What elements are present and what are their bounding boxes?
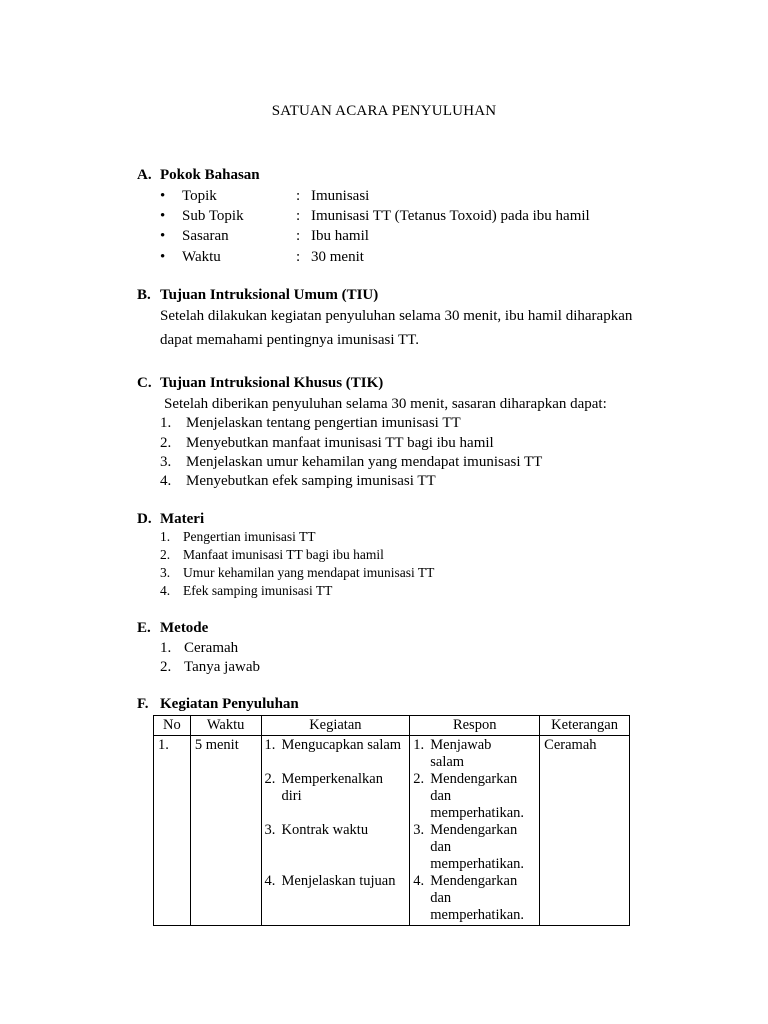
cell-no: 1. — [154, 736, 191, 926]
list-text: Menjelaskan tujuan — [281, 873, 396, 889]
colon: : — [296, 208, 301, 224]
section-f-title: Kegiatan Penyuluhan — [160, 696, 299, 712]
list-number: 4. — [160, 473, 172, 489]
topic-value: Imunisasi — [311, 188, 370, 204]
cell-waktu: 5 menit — [190, 736, 261, 926]
tik-intro: Setelah diberikan penyuluhan selama 30 menit, sasaran diharapkan dapat: — [164, 396, 607, 412]
list-text: Mendengarkan dan memperhatikan. — [430, 873, 525, 923]
section-f-heading — [137, 696, 299, 713]
kegiatan-list — [265, 737, 406, 890]
list-number: 3. — [160, 565, 171, 580]
tiu-line-1: Setelah dilakukan kegiatan penyuluhan selama 30 menit, ibu hamil diharapkan — [160, 308, 633, 324]
list-number: 1. — [160, 415, 172, 431]
list-text: Pengertian imunisasi TT — [183, 529, 316, 544]
target-key: Sasaran — [182, 228, 229, 244]
bullet-icon: • — [160, 228, 166, 244]
table-header-row — [154, 716, 630, 736]
list-text: Umur kehamilan yang mendapat imunisasi TT — [183, 565, 435, 580]
list-number: 2. — [413, 771, 425, 787]
list-text: Efek samping imunisasi TT — [183, 583, 333, 598]
list-text: Mengucapkan salam — [281, 737, 402, 753]
bullet-icon: • — [160, 208, 166, 224]
colon: : — [296, 188, 301, 204]
header-kegiatan: Kegiatan — [261, 716, 410, 736]
colon: : — [296, 228, 301, 244]
list-number: 4. — [413, 873, 425, 889]
cell-kegiatan — [261, 736, 410, 926]
list-text: Mendengarkan dan memperhatikan. — [430, 771, 525, 821]
cell-keterangan: Ceramah — [540, 736, 630, 926]
list-text: Menjawab salam — [430, 737, 492, 770]
list-number: 2. — [160, 547, 171, 562]
subtopic-key: Sub Topik — [182, 208, 244, 224]
list-number: 2. — [160, 435, 172, 451]
list-number: 3. — [160, 454, 172, 470]
header-keterangan: Keterangan — [540, 716, 630, 736]
section-c-heading — [137, 375, 383, 392]
list-number: 1. — [264, 737, 276, 753]
section-e-heading — [137, 620, 208, 637]
bullet-icon: • — [160, 188, 166, 204]
section-a-heading — [137, 167, 260, 184]
section-b-heading — [137, 287, 378, 304]
list-item — [265, 737, 406, 771]
list-item — [265, 771, 406, 822]
list-text: Tanya jawab — [184, 659, 260, 675]
header-waktu: Waktu — [190, 716, 261, 736]
list-text: Menjelaskan umur kehamilan yang mendapat imunisasi TT — [186, 454, 543, 470]
document-title: SATUAN ACARA PENYULUHAN — [271, 103, 497, 119]
list-text: Memperkenalkan diri — [281, 771, 383, 804]
section-f-letter: F. — [137, 696, 149, 712]
section-a-title: Pokok Bahasan — [160, 167, 260, 183]
colon: : — [296, 249, 301, 265]
time-key: Waktu — [182, 249, 221, 265]
respon-list — [413, 737, 535, 924]
list-item — [265, 822, 406, 873]
table-row — [154, 736, 630, 926]
list-item — [413, 873, 535, 924]
list-text: Kontrak waktu — [281, 822, 369, 838]
list-number: 2. — [264, 771, 276, 787]
section-c-letter: C. — [137, 375, 152, 391]
target-value: Ibu hamil — [311, 228, 369, 244]
subtopic-value: Imunisasi TT (Tetanus Toxoid) pada ibu hamil — [311, 208, 590, 224]
list-number: 4. — [160, 583, 171, 598]
list-text: Manfaat imunisasi TT bagi ibu hamil — [183, 547, 384, 562]
list-number: 1. — [413, 737, 425, 753]
list-item — [265, 873, 406, 890]
list-text: Menyebutkan efek samping imunisasi TT — [186, 473, 436, 489]
section-e-letter: E. — [137, 620, 151, 636]
list-text: Menjelaskan tentang pengertian imunisasi TT — [186, 415, 461, 431]
topic-key: Topik — [182, 188, 217, 204]
section-d-letter: D. — [137, 511, 152, 527]
section-b-letter: B. — [137, 287, 151, 303]
bullet-icon: • — [160, 249, 166, 265]
list-number: 4. — [264, 873, 276, 889]
section-c-title: Tujuan Intruksional Khusus (TIK) — [160, 375, 384, 391]
list-text: Mendengarkan dan memperhatikan. — [430, 822, 525, 872]
list-item — [413, 737, 520, 771]
list-number: 2. — [160, 659, 172, 675]
header-no: No — [154, 716, 191, 736]
tiu-line-2: dapat memahami pentingnya imunisasi TT. — [160, 332, 419, 348]
list-number: 1. — [160, 640, 172, 656]
list-number: 3. — [264, 822, 276, 838]
list-item — [413, 822, 535, 873]
kegiatan-table — [153, 715, 630, 926]
list-number: 3. — [413, 822, 425, 838]
cell-respon — [410, 736, 540, 926]
list-number: 1. — [160, 529, 171, 544]
section-d-heading — [137, 511, 204, 528]
time-value: 30 menit — [311, 249, 364, 265]
list-text: Ceramah — [184, 640, 239, 656]
section-a-letter: A. — [137, 167, 152, 183]
list-text: Menyebutkan manfaat imunisasi TT bagi ibu hamil — [186, 435, 494, 451]
list-item — [413, 771, 535, 822]
section-d-title: Materi — [160, 511, 205, 527]
section-e-title: Metode — [160, 620, 209, 636]
section-b-title: Tujuan Intruksional Umum (TIU) — [160, 287, 379, 303]
header-respon: Respon — [410, 716, 540, 736]
